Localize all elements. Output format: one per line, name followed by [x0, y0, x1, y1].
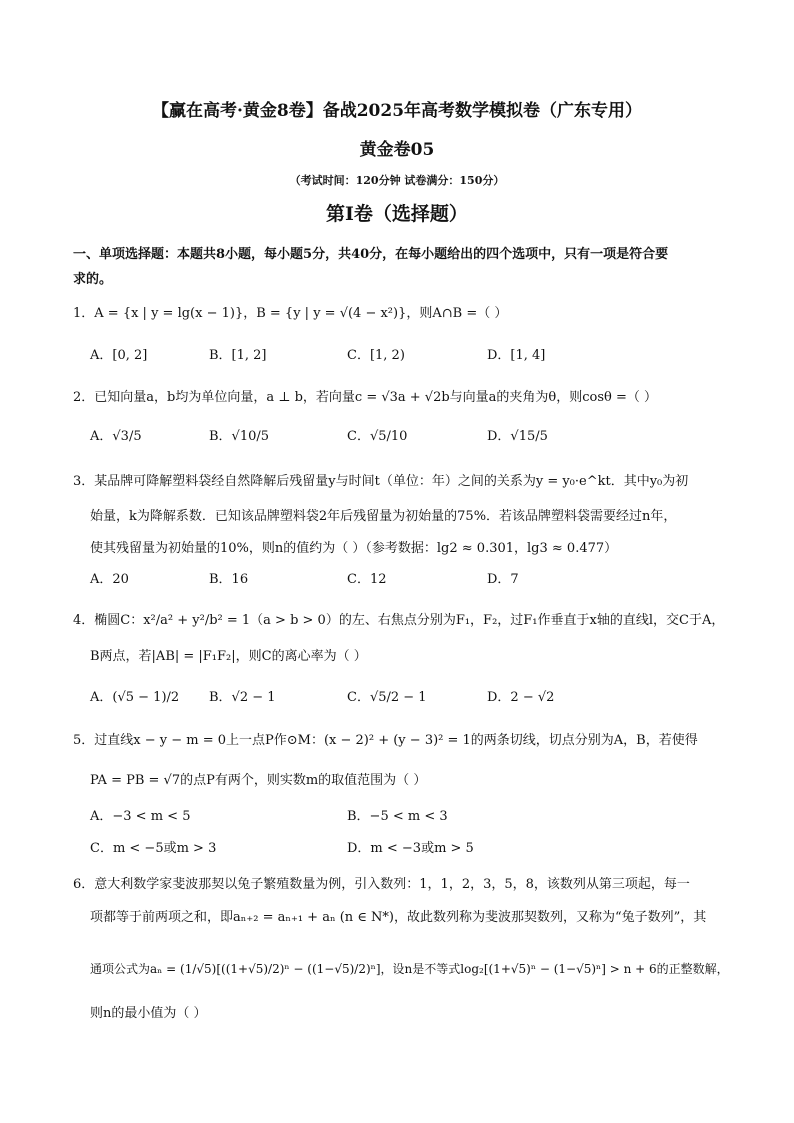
q5-stem-line1: 5．过直线x − y − m = 0上一点P作⊙M：(x − 2)² + (y − 3)² = 1的两条切线，切点分别为A，B，若使得	[73, 733, 698, 748]
part-title: 第I卷（选择题）	[326, 203, 468, 225]
section-heading-cont: 求的。	[73, 272, 113, 287]
q2-option-a: A．√3/5	[90, 429, 142, 444]
q5-option-c: C．m < −5或m > 3	[90, 841, 217, 856]
q5-option-b: B．−5 < m < 3	[347, 809, 448, 824]
q1-option-b: B．[1, 2]	[209, 348, 267, 363]
q4-option-a: A．(√5 − 1)/2	[90, 690, 180, 705]
q1-option-c: C．[1, 2)	[347, 348, 405, 363]
q6-stem-line4: 则n的最小值为（ ）	[90, 1006, 207, 1021]
q4-stem-line1: 4．椭圆C：x²/a² + y²/b² = 1（a > b > 0）的左、右焦点分别为F₁，F₂，过F₁作垂直于x轴的直线l，交C于A，	[73, 613, 725, 628]
exam-info: （考试时间：120分钟 试卷满分：150分）	[289, 174, 505, 187]
exam-title: 【赢在高考·黄金8卷】备战2025年高考数学模拟卷（广东专用）	[151, 101, 643, 121]
q4-option-c: C．√5/2 − 1	[347, 690, 427, 705]
q3-option-a: A．20	[90, 572, 129, 587]
section-heading: 一、单项选择题：本题共8小题，每小题5分，共40分，在每小题给出的四个选项中，只有一项是符合要	[73, 247, 669, 262]
q2-option-c: C．√5/10	[347, 429, 408, 444]
q1-option-a: A．[0, 2]	[90, 348, 148, 363]
q2-option-d: D．√15/5	[487, 429, 548, 444]
q3-option-c: C．12	[347, 572, 387, 587]
q1-stem: 1．A = {x | y = lg(x − 1)}，B = {y | y = √(4 − x²)}，则A∩B =（ ）	[73, 306, 508, 321]
q2-stem: 2．已知向量a，b均为单位向量，a ⊥ b，若向量c = √3a + √2b与向量a的夹角为θ，则cosθ =（ ）	[73, 390, 658, 405]
q4-option-d: D．2 − √2	[487, 690, 555, 705]
q3-option-b: B．16	[209, 572, 249, 587]
q3-stem-line3: 使其残留量为初始量的10%，则n的值约为（ ）（参考数据：lg2 ≈ 0.301，lg3 ≈ 0.477）	[90, 541, 618, 556]
q4-option-b: B．√2 − 1	[209, 690, 276, 705]
q3-stem-line1: 3．某品牌可降解塑料袋经自然降解后残留量y与时间t（单位：年）之间的关系为y = y₀·e^kt．其中y₀为初	[73, 474, 689, 489]
q4-stem-line2: B两点，若|AB| = |F₁F₂|，则C的离心率为（ ）	[90, 649, 367, 664]
exam-subtitle: 黄金卷05	[359, 140, 435, 160]
q6-stem-line3: 通项公式为aₙ = (1/√5)[((1+√5)/2)ⁿ − ((1−√5)/2)ⁿ]，设n是不等式log₂[(1+√5)ⁿ − (1−√5)ⁿ] > n + 6的正整数解，	[90, 962, 729, 976]
q5-stem-line2: PA = PB = √7的点P有两个，则实数m的取值范围为（ ）	[90, 773, 427, 788]
q2-option-b: B．√10/5	[209, 429, 270, 444]
q1-option-d: D．[1, 4]	[487, 348, 546, 363]
q5-option-a: A．−3 < m < 5	[90, 809, 191, 824]
q6-stem-line2: 项都等于前两项之和，即aₙ₊₂ = aₙ₊₁ + aₙ (n ∈ N*)，故此数列称为斐波那契数列，又称为“兔子数列”，其	[90, 910, 707, 925]
q3-stem-line2: 始量，k为降解系数．已知该品牌塑料袋2年后残留量为初始量的75%．若该品牌塑料袋需要经过n年，	[90, 509, 677, 524]
q6-stem-line1: 6．意大利数学家斐波那契以兔子繁殖数量为例，引入数列：1，1，2，3，5，8，该数列从第三项起，每一	[73, 877, 690, 892]
q5-option-d: D．m < −3或m > 5	[347, 841, 474, 856]
q3-option-d: D．7	[487, 572, 519, 587]
